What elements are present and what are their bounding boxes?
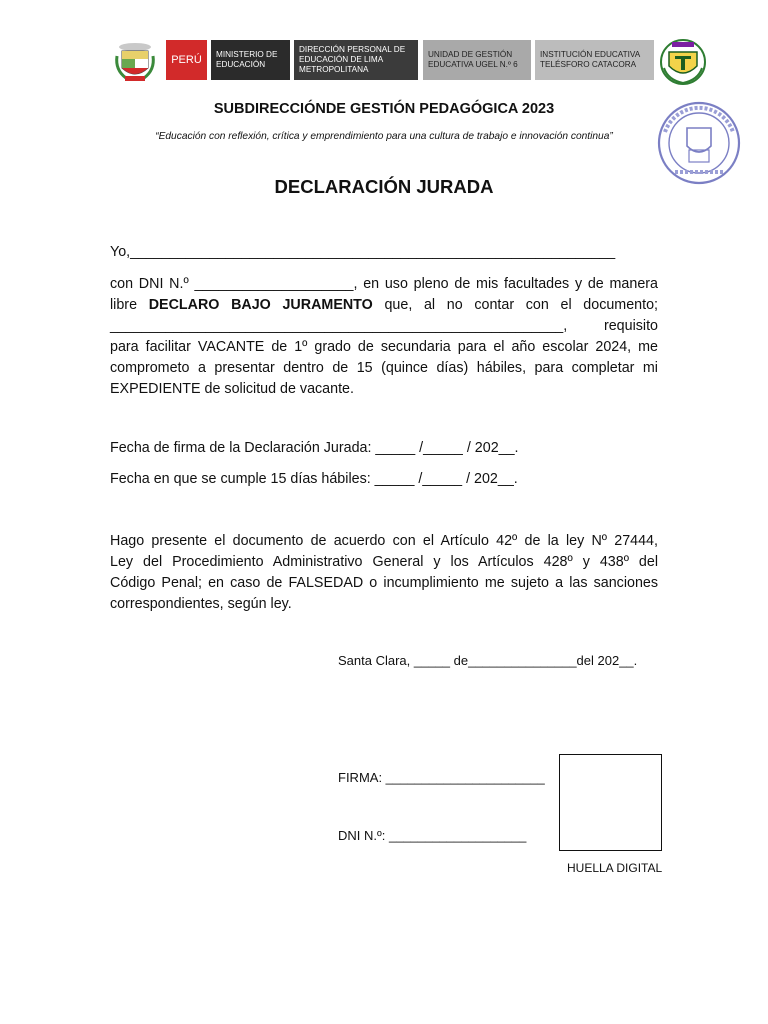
declaro-bajo-juramento: DECLARO BAJO JURAMENTO: [148, 297, 373, 313]
declaration-line-2-pre: libre: [110, 297, 138, 313]
direccion-label: DIRECCIÓN PERSONAL DE EDUCACIÓN DE LIMA METROPOLITANA: [294, 40, 418, 80]
ugel-label: UNIDAD DE GESTIÓN EDUCATIVA UGEL N.º 6: [423, 40, 531, 80]
firma-line: FIRMA: ______________________: [338, 770, 545, 785]
institucion-label: INSTITUCIÓN EDUCATIVA TELÉSFORO CATACORA: [535, 40, 654, 80]
fecha-firma: Fecha de firma de la Declaración Jurada: _____ /_____ / 202__.: [110, 440, 519, 456]
ministerio-label: MINISTERIO DE EDUCACIÓN: [211, 40, 290, 80]
declaration-line-3: [110, 316, 658, 337]
yo-line: Yo,_____________________________________________________________: [110, 244, 616, 260]
legal-line-2: Ley del Procedimiento Administrativo General y los Artículos 428º y 438º del: [110, 554, 658, 570]
peru-coat-of-arms-icon: [112, 38, 158, 84]
dni-line: DNI N.º: ___________________: [338, 828, 527, 843]
declaration-line-6: EXPEDIENTE de solicitud de vacante.: [110, 381, 354, 397]
declaration-paragraph: [110, 274, 658, 400]
declaration-line-4: para facilitar VACANTE de 1º grado de secundaria para el año escolar 2024, me: [110, 339, 658, 355]
document-blank: _________________________________________________________,: [110, 318, 568, 334]
legal-paragraph: [110, 531, 658, 615]
legal-line-1: Hago presente el documento de acuerdo con el Artículo 42º de la ley Nº 27444,: [110, 533, 658, 549]
fingerprint-box: [559, 754, 662, 851]
place-date: Santa Clara, _____ de_______________del 202__.: [338, 653, 638, 668]
legal-line-4: correspondientes, según ley.: [110, 596, 292, 612]
declaration-line-2: [110, 295, 658, 316]
motto: “Educación con reflexión, crítica y emprendimiento para una cultura de trabajo e innovación continua”: [155, 131, 613, 142]
peru-label: PERÚ: [166, 40, 207, 80]
declaration-line-1: con DNI N.º ____________________, en uso pleno de mis facultades y de manera: [110, 276, 658, 292]
school-crest-icon: [658, 38, 708, 86]
declaration-line-5: comprometo a presentar dentro de 15 (quince días) hábiles, para completar mi: [110, 360, 658, 376]
declaration-line-2-post: que, al no contar con el documento;: [384, 297, 658, 313]
legal-line-3: Código Penal; en caso de FALSEDAD o incumplimiento me sujeto a las sanciones: [110, 575, 658, 591]
huella-digital-label: HUELLA DIGITAL: [567, 861, 663, 875]
fecha-cumple: Fecha en que se cumple 15 días hábiles: _____ /_____ / 202__.: [110, 471, 518, 487]
subtitle: SUBDIRECCIÓNDE GESTIÓN PEDAGÓGICA 2023: [213, 101, 555, 117]
page-title: DECLARACIÓN JURADA: [274, 176, 494, 197]
requisito-word: requisito: [603, 318, 658, 334]
